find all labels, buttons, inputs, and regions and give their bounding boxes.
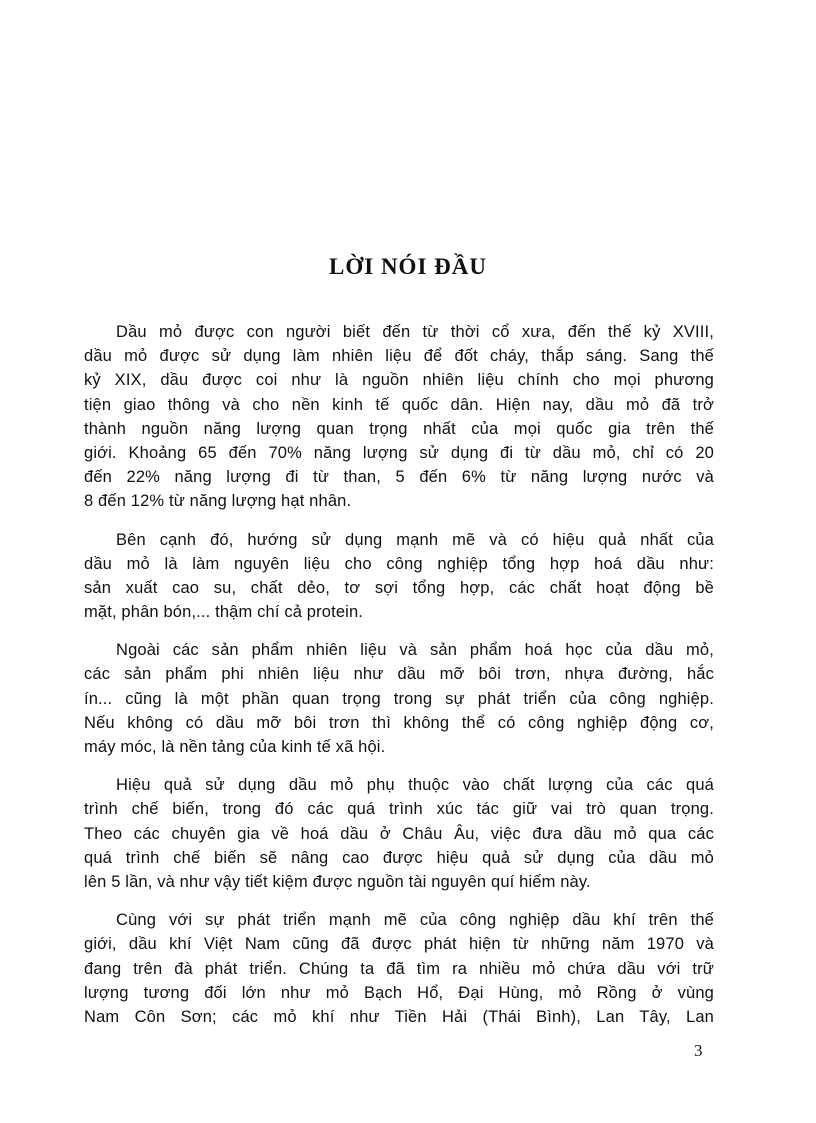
text-line: dầu mỏ được sử dụng làm nhiên liệu để đốt cháy, thắp sáng. Sang thế	[84, 347, 714, 366]
text-line: sản xuất cao su, chất dẻo, tơ sợi tổng hợp, các chất hoạt động bề	[84, 578, 714, 597]
text-line: lên 5 lần, và như vậy tiết kiệm được nguồn tài nguyên quí hiếm này.	[84, 872, 591, 891]
text-line: ín... cũng là một phần quan trọng trong sự phát triển của công nghiệp.	[84, 689, 714, 708]
text-line: Bên cạnh đó, hướng sử dụng mạnh mẽ và có hiệu quả nhất của	[116, 530, 714, 549]
paragraph-1	[84, 320, 714, 514]
text-line: thành nguồn năng lượng quan trọng nhất của mọi quốc gia trên thế	[84, 419, 714, 438]
text-line: Dầu mỏ được con người biết đến từ thời cổ xưa, đến thế kỷ XVIII,	[116, 323, 714, 341]
text-line: các sản phẩm phi nhiên liệu như dầu mỡ bôi trơn, nhựa đường, hắc	[84, 665, 714, 684]
paragraph-2	[84, 528, 714, 625]
text-line: Ngoài các sản phẩm nhiên liệu và sản phẩm hoá học của dầu mỏ,	[116, 641, 714, 660]
text-line: dầu mỏ là làm nguyên liệu cho công nghiệp tổng hợp hoá dầu như:	[84, 554, 714, 573]
paragraph-4	[84, 773, 714, 894]
text-line: Nam Côn Sơn; các mỏ khí như Tiền Hải (Thái Bình), Lan Tây, Lan	[84, 1007, 714, 1026]
text-line: Nếu không có dầu mỡ bôi trơn thì không thể có công nghiệp động cơ,	[84, 713, 714, 732]
text-line: máy móc, là nền tảng của kinh tế xã hội.	[84, 738, 386, 756]
page-title: LỜI NÓI ĐẦU	[329, 254, 487, 279]
text-line: tiện giao thông và cho nền kinh tế quốc dân. Hiện nay, dầu mỏ đã trở	[84, 395, 714, 414]
text-line: Cùng với sự phát triển mạnh mẽ của công nghiệp dầu khí trên thế	[116, 911, 714, 930]
body-text	[84, 320, 714, 1043]
text-line: đang trên đà phát triển. Chúng ta đã tìm ra nhiều mỏ chứa dầu với trữ	[84, 959, 714, 978]
page-number: 3	[694, 1041, 703, 1060]
text-line: Hiệu quả sử dụng dầu mỏ phụ thuộc vào chất lượng của các quá	[116, 776, 714, 795]
text-line: mặt, phân bón,... thậm chí cả protein.	[84, 603, 364, 622]
text-line: trình chế biến, trong đó các quá trình xúc tác giữ vai trò quan trọng.	[84, 800, 714, 819]
text-line: giới, dầu khí Việt Nam cũng đã được phát hiện từ những năm 1970 và	[84, 935, 714, 954]
text-line: 8 đến 12% từ năng lượng hạt nhân.	[84, 492, 352, 511]
text-line: giới. Khoảng 65 đến 70% năng lượng sử dụng đi từ dầu mỏ, chỉ có 20	[84, 443, 714, 462]
text-line: quá trình chế biến sẽ nâng cao được hiệu quả sử dụng của dầu mỏ	[84, 848, 714, 867]
text-line: kỷ XIX, dầu được coi như là nguồn nhiên liệu chính cho mọi phương	[84, 371, 714, 390]
text-line: lượng tương đối lớn như mỏ Bạch Hổ, Đại Hùng, mỏ Rồng ở vùng	[84, 983, 714, 1002]
paragraph-5	[84, 908, 714, 1029]
text-line: Theo các chuyên gia về hoá dầu ở Châu Âu, việc đưa dầu mỏ qua các	[84, 824, 714, 843]
text-line: đến 22% năng lượng đi từ than, 5 đến 6% từ năng lượng nước và	[84, 468, 714, 487]
paragraph-3	[84, 638, 714, 759]
